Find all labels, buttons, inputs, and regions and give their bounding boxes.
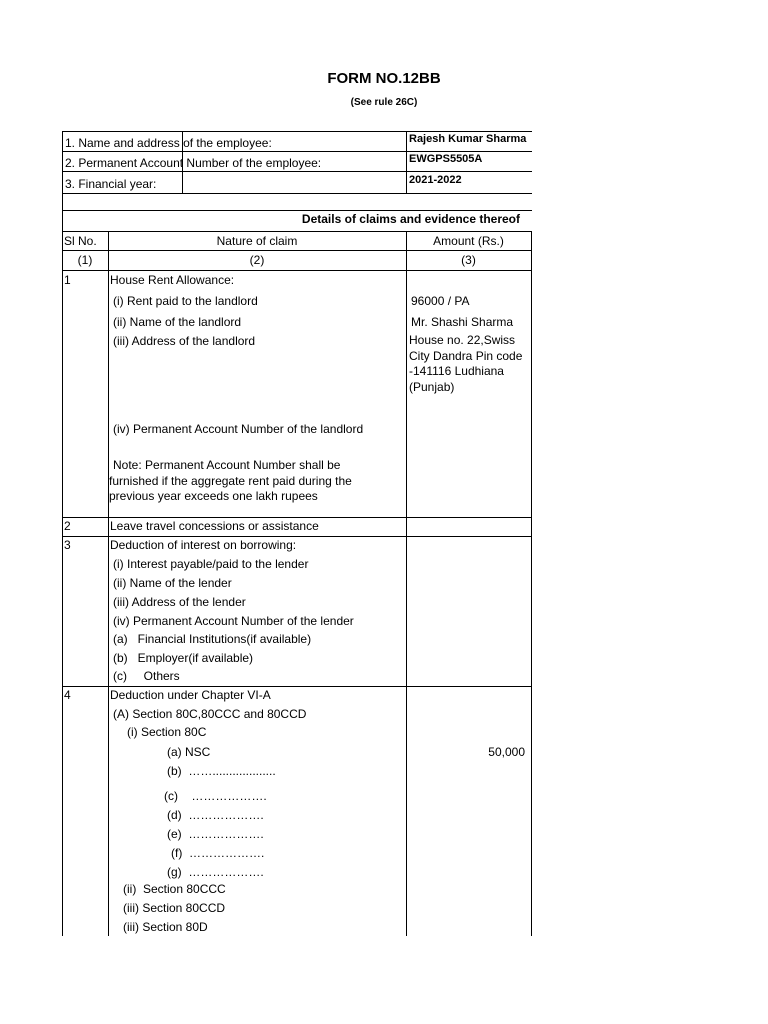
column-number-3: (3) bbox=[461, 253, 476, 267]
interest-item: (c) Others bbox=[113, 669, 180, 683]
nsc-value: 50,000 bbox=[488, 745, 525, 759]
column-header-sl: Sl No. bbox=[64, 234, 97, 248]
hra-rent-label: (i) Rent paid to the landlord bbox=[113, 294, 258, 308]
employee-name-label: 1. Name and address of the employee: bbox=[65, 136, 272, 150]
chapter6a-title: Deduction under Chapter VI-A bbox=[110, 688, 271, 702]
hra-landlord-address-value: House no. 22,Swiss City Dandra Pin code -141116 Ludhiana (Punjab) bbox=[409, 333, 523, 394]
row-3-sl: 3 bbox=[64, 538, 71, 552]
hra-rent-value: 96000 / PA bbox=[411, 294, 470, 308]
interest-title: Deduction of interest on borrowing: bbox=[110, 538, 297, 552]
item-c: (c) ………………. bbox=[164, 789, 267, 803]
item-d: (d) ………………. bbox=[167, 808, 264, 822]
row-2-sl: 2 bbox=[64, 519, 71, 533]
form-subtitle: (See rule 26C) bbox=[350, 97, 418, 108]
section-80c-80ccc-80ccd: (A) Section 80C,80CCC and 80CCD bbox=[113, 707, 307, 721]
form-title: FORM NO.12BB bbox=[327, 70, 441, 87]
hra-landlord-name-value: Mr. Shashi Sharma bbox=[411, 315, 514, 329]
interest-item: (ii) Name of the lender bbox=[113, 576, 232, 590]
column-number-2: (2) bbox=[249, 253, 265, 267]
interest-item: (iv) Permanent Account Number of the lender bbox=[113, 614, 354, 628]
hra-landlord-name-label: (ii) Name of the landlord bbox=[113, 315, 242, 329]
employee-pan-value: EWGPS5505A bbox=[409, 153, 483, 165]
financial-year-label: 3. Financial year: bbox=[65, 177, 157, 191]
column-header-nature: Nature of claim bbox=[216, 234, 298, 248]
interest-item: (a) Financial Institutions(if available) bbox=[113, 632, 312, 646]
nsc-label: (a) NSC bbox=[167, 745, 211, 759]
section-80ccd: (iii) Section 80CCD bbox=[123, 901, 226, 915]
interest-item: (iii) Address of the lender bbox=[113, 595, 246, 609]
employee-name-value: Rajesh Kumar Sharma bbox=[409, 133, 527, 145]
financial-year-value: 2021-2022 bbox=[409, 174, 462, 186]
item-b: (b) ……................... bbox=[167, 764, 276, 778]
interest-item: (b) Employer(if available) bbox=[113, 651, 254, 665]
section-80c: (i) Section 80C bbox=[127, 725, 207, 739]
item-g: (g) ………………. bbox=[167, 865, 264, 879]
section-80d: (iii) Section 80D bbox=[123, 920, 208, 934]
row-4-sl: 4 bbox=[64, 688, 71, 702]
hra-landlord-pan-label: (iv) Permanent Account Number of the landlord bbox=[113, 422, 364, 436]
row-1-sl: 1 bbox=[64, 273, 71, 287]
interest-item: (i) Interest payable/paid to the lender bbox=[113, 557, 309, 571]
hra-landlord-address-label: (iii) Address of the landlord bbox=[113, 334, 256, 348]
hra-note: Note: Permanent Account Number shall be furnished if the aggregate rent paid during the previous year exceeds one lakh rupees bbox=[109, 458, 352, 503]
column-header-amount: Amount (Rs.) bbox=[433, 234, 504, 248]
employee-pan-label: 2. Permanent Account Number of the employee: bbox=[65, 156, 322, 170]
column-number-1: (1) bbox=[77, 253, 93, 267]
lta-title: Leave travel concessions or assistance bbox=[110, 519, 319, 533]
claims-heading: Details of claims and evidence thereof bbox=[301, 212, 520, 226]
hra-title: House Rent Allowance: bbox=[110, 273, 235, 287]
item-e: (e) ………………. bbox=[167, 827, 264, 841]
section-80ccc: (ii) Section 80CCC bbox=[123, 882, 226, 896]
item-f: (f) ………………. bbox=[171, 846, 265, 860]
